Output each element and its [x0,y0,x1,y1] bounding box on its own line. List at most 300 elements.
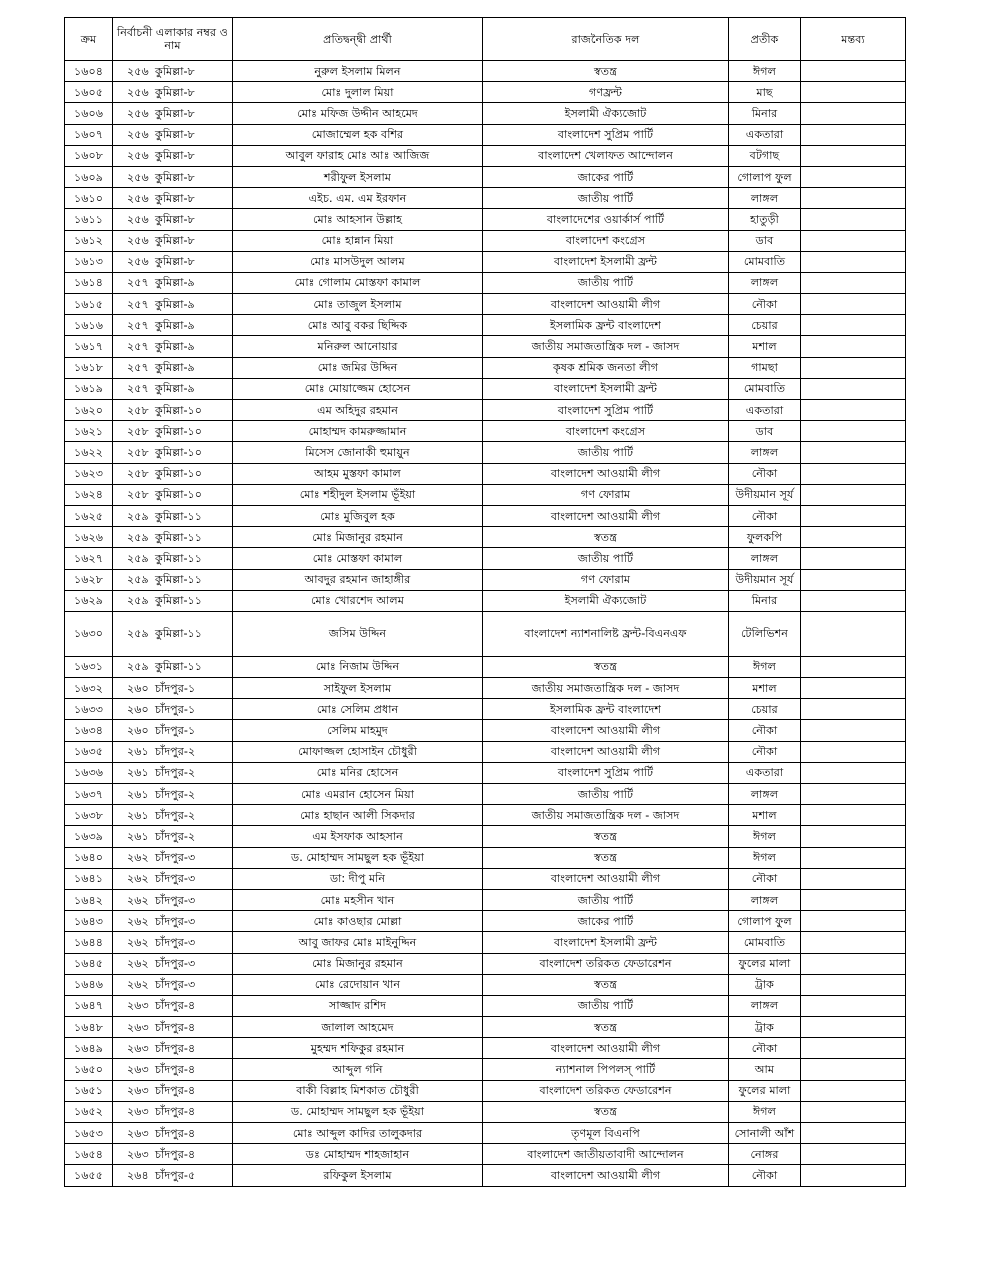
area-name: চাঁদপুর-৩ [155,872,196,886]
cell-symbol: লাঙ্গল [729,548,801,569]
cell-remarks [801,974,906,995]
cell-symbol: নৌকা [729,294,801,315]
cell-party: গণ ফোরাম [483,484,729,505]
area-number: ২৫৭ [127,276,149,290]
cell-serial: ১৬৩৩ [65,699,113,720]
cell-candidate: মোঃ মফিজ উদ্দীন আহমেদ [233,103,483,124]
cell-symbol: ঈগল [729,847,801,868]
table-row [65,1165,906,1186]
cell-symbol: নৌকা [729,463,801,484]
table-row [65,400,906,421]
cell-serial: ১৬৫২ [65,1101,113,1122]
cell-candidate: ড. মোহাম্মদ সামছুল হক ভূঁইয়া [233,847,483,868]
area-number: ২৬২ [127,914,149,928]
cell-symbol: লাঙ্গল [729,188,801,209]
cell-party: ন্যাশনাল পিপলস্ পার্টি [483,1059,729,1080]
area-number: ২৬০ [127,681,149,695]
cell-remarks [801,826,906,847]
area-number: ২৫৯ [127,627,149,641]
table-row [65,995,906,1016]
cell-remarks [801,315,906,336]
cell-area [113,103,233,124]
cell-serial: ১৬৩৭ [65,784,113,805]
header-remarks: মন্তব্য [801,18,906,61]
cell-candidate: মোঃ হান্নান মিয়া [233,230,483,251]
cell-symbol: আম [729,1059,801,1080]
cell-area [113,974,233,995]
area-number: ২৬১ [127,766,149,780]
cell-remarks [801,1144,906,1165]
cell-serial: ১৬৫০ [65,1059,113,1080]
area-number: ২৬৪ [127,1168,149,1182]
area-name: চাঁদপুর-৪ [155,1126,196,1140]
area-number: ২৫৬ [127,212,149,226]
table-row [65,166,906,187]
table-row [65,932,906,953]
table-row [65,505,906,526]
cell-symbol: মিনার [729,103,801,124]
area-name: কুমিল্লা-৯ [155,318,195,332]
area-name: কুমিল্লা-৮ [155,255,195,269]
candidate-table [64,17,906,1187]
area-number: ২৫৮ [127,445,149,459]
area-number: ২৬৩ [127,1020,149,1034]
cell-serial: ১৬০৮ [65,145,113,166]
cell-candidate: আব্দুল গনি [233,1059,483,1080]
area-number: ২৬২ [127,893,149,907]
cell-party: বাংলাদেশ কংগ্রেস [483,421,729,442]
cell-candidate: মুহম্মদ শফিকুর রহমান [233,1038,483,1059]
cell-area [113,61,233,82]
cell-candidate: মোঃ মোয়াজ্জেম হোসেন [233,378,483,399]
area-number: ২৫৬ [127,85,149,99]
area-name: কুমিল্লা-১০ [155,403,203,417]
cell-serial: ১৬৩৫ [65,741,113,762]
cell-remarks [801,82,906,103]
cell-symbol: মশাল [729,805,801,826]
cell-remarks [801,124,906,145]
area-name: চাঁদপুর-৪ [155,1147,196,1161]
area-name: চাঁদপুর-৪ [155,1105,196,1119]
cell-serial: ১৬২৭ [65,548,113,569]
cell-party: বাংলাদেশ তরিকত ফেডারেশন [483,1080,729,1101]
cell-serial: ১৬১৯ [65,378,113,399]
table-row [65,590,906,611]
cell-party: গণফ্রন্ট [483,82,729,103]
cell-remarks [801,421,906,442]
table-row [65,784,906,805]
cell-party: জাতীয় পার্টি [483,272,729,293]
area-name: চাঁদপুর-৩ [155,957,196,971]
cell-candidate: মোঃ খোরশেদ আলম [233,590,483,611]
cell-party: জাতীয় পার্টি [483,889,729,910]
cell-party: বাংলাদেশ আওয়ামী লীগ [483,868,729,889]
cell-area [113,421,233,442]
table-row [65,974,906,995]
table-row [65,82,906,103]
cell-symbol: নৌকা [729,868,801,889]
table-row [65,569,906,590]
cell-candidate: জালাল আহমেদ [233,1017,483,1038]
cell-remarks [801,103,906,124]
cell-symbol: ট্রাক [729,974,801,995]
cell-serial: ১৬১৫ [65,294,113,315]
cell-candidate: আবদুর রহমান জাহাঙ্গীর [233,569,483,590]
area-number: ২৫৬ [127,106,149,120]
area-number: ২৬১ [127,829,149,843]
cell-party: বাংলাদেশ ইসলামী ফ্রন্ট [483,378,729,399]
table-row [65,378,906,399]
cell-remarks [801,995,906,1016]
area-name: কুমিল্লা-১০ [155,467,203,481]
cell-area [113,805,233,826]
area-number: ২৬২ [127,851,149,865]
cell-area [113,230,233,251]
cell-serial: ১৬২১ [65,421,113,442]
area-name: কুমিল্লা-৯ [155,382,195,396]
table-row [65,889,906,910]
cell-party: বাংলাদেশ সুপ্রিম পার্টি [483,762,729,783]
cell-remarks [801,1165,906,1186]
cell-symbol: গোলাপ ফুল [729,911,801,932]
cell-symbol: ডাব [729,421,801,442]
cell-serial: ১৬২২ [65,442,113,463]
cell-serial: ১৬৪১ [65,868,113,889]
table-row [65,548,906,569]
cell-party: বাংলাদেশের ওয়ার্কার্স পার্টি [483,209,729,230]
area-number: ২৬৩ [127,1063,149,1077]
cell-area [113,1101,233,1122]
table-row [65,103,906,124]
cell-party: বাংলাদেশ তরিকত ফেডারেশন [483,953,729,974]
table-row [65,442,906,463]
area-number: ২৬০ [127,724,149,738]
cell-candidate: মোফাজ্জল হোসাইন চৌধুরী [233,741,483,762]
cell-area [113,378,233,399]
cell-candidate: আহম মুস্তফা কামাল [233,463,483,484]
area-number: ২৬৩ [127,1105,149,1119]
cell-area [113,1017,233,1038]
cell-symbol: লাঙ্গল [729,442,801,463]
cell-remarks [801,762,906,783]
cell-remarks [801,932,906,953]
cell-remarks [801,357,906,378]
cell-party: জাকের পার্টি [483,911,729,932]
table-body [65,61,906,1187]
area-number: ২৫৯ [127,551,149,565]
area-number: ২৫৬ [127,170,149,184]
cell-remarks [801,784,906,805]
cell-party: স্বতন্ত্র [483,974,729,995]
table-row [65,294,906,315]
cell-remarks [801,1080,906,1101]
cell-party: বাংলাদেশ ইসলামী ফ্রন্ট [483,251,729,272]
cell-serial: ১৬৩৪ [65,720,113,741]
table-row [65,1123,906,1144]
area-number: ২৫৮ [127,424,149,438]
table-row [65,188,906,209]
cell-area [113,1059,233,1080]
cell-area [113,741,233,762]
area-name: কুমিল্লা-১১ [155,627,202,641]
cell-candidate: এম ইসফাক আহসান [233,826,483,847]
cell-candidate: মোঃ নিজাম উদ্দিন [233,656,483,677]
cell-candidate: মোঃ কাওছার মোল্লা [233,911,483,932]
cell-party: ইসলামী ঐক্যজোট [483,103,729,124]
cell-party: জাতীয় পার্টি [483,188,729,209]
cell-candidate: বাকী বিল্লাহ মিশকাত চৌধুরী [233,1080,483,1101]
cell-area [113,953,233,974]
table-row [65,720,906,741]
header-area: নির্বাচনী এলাকার নম্বর ও নাম [113,18,233,61]
header-candidate: প্রতিদ্বন্দ্বী প্রার্থী [233,18,483,61]
area-name: চাঁদপুর-১ [155,681,196,695]
cell-symbol: ট্রাক [729,1017,801,1038]
area-name: কুমিল্লা-৮ [155,85,195,99]
cell-symbol: মিনার [729,590,801,611]
area-name: কুমিল্লা-৯ [155,340,195,354]
cell-symbol: গামছা [729,357,801,378]
area-name: চাঁদপুর-৩ [155,978,196,992]
cell-symbol: মশাল [729,336,801,357]
cell-serial: ১৬৩৬ [65,762,113,783]
header-serial: ক্রম [65,18,113,61]
cell-remarks [801,911,906,932]
cell-candidate: ড. মোহাম্মদ সামছুল হক ভূঁইয়া [233,1101,483,1122]
cell-serial: ১৬৫৪ [65,1144,113,1165]
cell-candidate: আবু জাফর মোঃ মাইনুদ্দিন [233,932,483,953]
cell-party: স্বতন্ত্র [483,1101,729,1122]
cell-serial: ১৬০৭ [65,124,113,145]
cell-serial: ১৬২৮ [65,569,113,590]
area-number: ২৫৯ [127,573,149,587]
area-name: চাঁদপুর-১ [155,702,196,716]
area-name: কুমিল্লা-১০ [155,488,203,502]
area-number: ২৫৬ [127,149,149,163]
cell-area [113,124,233,145]
cell-party: বাংলাদেশ আওয়ামী লীগ [483,463,729,484]
cell-symbol: উদীয়মান সূর্য [729,484,801,505]
area-name: কুমিল্লা-৮ [155,212,195,226]
cell-candidate: মোঃ শহীদুল ইসলাম ভূঁইয়া [233,484,483,505]
cell-area [113,505,233,526]
area-name: চাঁদপুর-৪ [155,1063,196,1077]
cell-remarks [801,805,906,826]
cell-serial: ১৬২৬ [65,527,113,548]
header-symbol: প্রতীক [729,18,801,61]
cell-party: জাতীয় সমাজতান্ত্রিক দল - জাসদ [483,805,729,826]
cell-remarks [801,656,906,677]
cell-party: জাতীয় পার্টি [483,995,729,1016]
cell-symbol: উদীয়মান সূর্য [729,569,801,590]
cell-serial: ১৬১২ [65,230,113,251]
cell-serial: ১৬২০ [65,400,113,421]
cell-area [113,656,233,677]
area-number: ২৬২ [127,978,149,992]
area-number: ২৬০ [127,702,149,716]
cell-candidate: ডা: দীপু মনি [233,868,483,889]
cell-symbol: মোমবাতি [729,378,801,399]
cell-symbol: নৌকা [729,720,801,741]
area-number: ২৫৭ [127,318,149,332]
cell-remarks [801,294,906,315]
area-number: ২৫৭ [127,361,149,375]
cell-party: বাংলাদেশ আওয়ামী লীগ [483,741,729,762]
cell-serial: ১৬২৪ [65,484,113,505]
cell-party: বাংলাদেশ ইসলামী ফ্রন্ট [483,932,729,953]
area-name: কুমিল্লা-৯ [155,276,195,290]
cell-party: বাংলাদেশ আওয়ামী লীগ [483,720,729,741]
cell-candidate: সাজ্জাদ রশিদ [233,995,483,1016]
cell-serial: ১৬৩৮ [65,805,113,826]
table-row [65,230,906,251]
area-number: ২৫৮ [127,403,149,417]
cell-area [113,315,233,336]
table-row [65,463,906,484]
table-row [65,484,906,505]
area-name: চাঁদপুর-৩ [155,893,196,907]
area-name: কুমিল্লা-১০ [155,445,203,459]
cell-symbol: নৌকা [729,1165,801,1186]
area-number: ২৬৩ [127,1041,149,1055]
cell-serial: ১৬০৬ [65,103,113,124]
area-number: ২৫৯ [127,594,149,608]
cell-symbol: নোঙ্গর [729,1144,801,1165]
cell-remarks [801,336,906,357]
cell-serial: ১৬৫১ [65,1080,113,1101]
cell-area [113,1165,233,1186]
table-header [65,18,906,61]
cell-area [113,166,233,187]
cell-symbol: চেয়ার [729,315,801,336]
cell-area [113,463,233,484]
cell-area [113,569,233,590]
area-number: ২৫৯ [127,660,149,674]
cell-serial: ১৬৪৬ [65,974,113,995]
area-number: ২৫৬ [127,234,149,248]
area-name: চাঁদপুর-২ [155,787,196,801]
area-name: কুমিল্লা-৮ [155,191,195,205]
cell-symbol: ফুলের মালা [729,953,801,974]
area-number: ২৬৩ [127,999,149,1013]
cell-symbol: ঈগল [729,1101,801,1122]
cell-remarks [801,590,906,611]
cell-symbol: মাছ [729,82,801,103]
cell-serial: ১৬০৪ [65,61,113,82]
area-name: চাঁদপুর-৩ [155,851,196,865]
cell-serial: ১৬৪৭ [65,995,113,1016]
cell-area [113,357,233,378]
cell-candidate: মোঃ মহসীন খান [233,889,483,910]
cell-symbol: মোমবাতি [729,251,801,272]
cell-remarks [801,251,906,272]
cell-candidate: মোঃ দুলাল মিয়া [233,82,483,103]
cell-party: বাংলাদেশ আওয়ামী লীগ [483,294,729,315]
cell-candidate: মোঃ মুজিবুল হক [233,505,483,526]
table-row [65,611,906,656]
area-number: ২৫৭ [127,382,149,396]
cell-symbol: সোনালী আঁশ [729,1123,801,1144]
cell-serial: ১৬৪৫ [65,953,113,974]
area-name: চাঁদপুর-৪ [155,1084,196,1098]
area-name: চাঁদপুর-৪ [155,1020,196,1034]
cell-party: বাংলাদেশ আওয়ামী লীগ [483,505,729,526]
cell-serial: ১৬১০ [65,188,113,209]
cell-area [113,548,233,569]
cell-symbol: টেলিভিশন [729,611,801,656]
cell-candidate: মোঃ মিজানুর রহমান [233,527,483,548]
cell-area [113,847,233,868]
area-name: কুমিল্লা-৮ [155,149,195,163]
cell-candidate: শরীফুল ইসলাম [233,166,483,187]
cell-candidate: জসিম উদ্দিন [233,611,483,656]
cell-candidate: মোঃ হাছান আলী সিকদার [233,805,483,826]
area-number: ২৫৮ [127,467,149,481]
cell-symbol: লাঙ্গল [729,272,801,293]
cell-area [113,145,233,166]
area-name: কুমিল্লা-৮ [155,64,195,78]
area-name: কুমিল্লা-৮ [155,106,195,120]
cell-remarks [801,678,906,699]
cell-serial: ১৬৫৫ [65,1165,113,1186]
area-name: কুমিল্লা-১১ [155,551,202,565]
cell-area [113,720,233,741]
cell-candidate: মোঃ রেদোয়ান খান [233,974,483,995]
cell-symbol: বটগাছ [729,145,801,166]
cell-party: বাংলাদেশ সুপ্রিম পার্টি [483,124,729,145]
cell-remarks [801,611,906,656]
cell-candidate: রফিকুল ইসলাম [233,1165,483,1186]
cell-party: জাতীয় পার্টি [483,784,729,805]
cell-candidate: মোঃ আবু বকর ছিদ্দিক [233,315,483,336]
cell-area [113,911,233,932]
cell-area [113,826,233,847]
cell-area [113,762,233,783]
cell-candidate: মোঃ আব্দুল কাদির তালুকদার [233,1123,483,1144]
area-number: ২৬২ [127,935,149,949]
cell-remarks [801,378,906,399]
cell-area [113,1144,233,1165]
cell-party: ইসলামী ঐক্যজোট [483,590,729,611]
cell-serial: ১৬৪০ [65,847,113,868]
table-row [65,251,906,272]
area-name: চাঁদপুর-৪ [155,999,196,1013]
cell-remarks [801,889,906,910]
table-row [65,145,906,166]
cell-area [113,889,233,910]
cell-party: বাংলাদেশ কংগ্রেস [483,230,729,251]
cell-serial: ১৬৪৩ [65,911,113,932]
cell-area [113,699,233,720]
cell-symbol: ফুলের মালা [729,1080,801,1101]
area-name: চাঁদপুর-৫ [155,1168,196,1182]
cell-party: কৃষক শ্রমিক জনতা লীগ [483,357,729,378]
cell-party: স্বতন্ত্র [483,61,729,82]
cell-serial: ১৬১৩ [65,251,113,272]
table-row [65,868,906,889]
cell-serial: ১৬১১ [65,209,113,230]
table-row [65,1038,906,1059]
area-number: ২৬১ [127,787,149,801]
table-row [65,805,906,826]
cell-candidate: মোঃ মিজানুর রহমান [233,953,483,974]
area-name: চাঁদপুর-১ [155,724,196,738]
area-name: চাঁদপুর-৩ [155,914,196,928]
cell-area [113,1038,233,1059]
cell-remarks [801,1017,906,1038]
table-row [65,421,906,442]
table-row [65,826,906,847]
